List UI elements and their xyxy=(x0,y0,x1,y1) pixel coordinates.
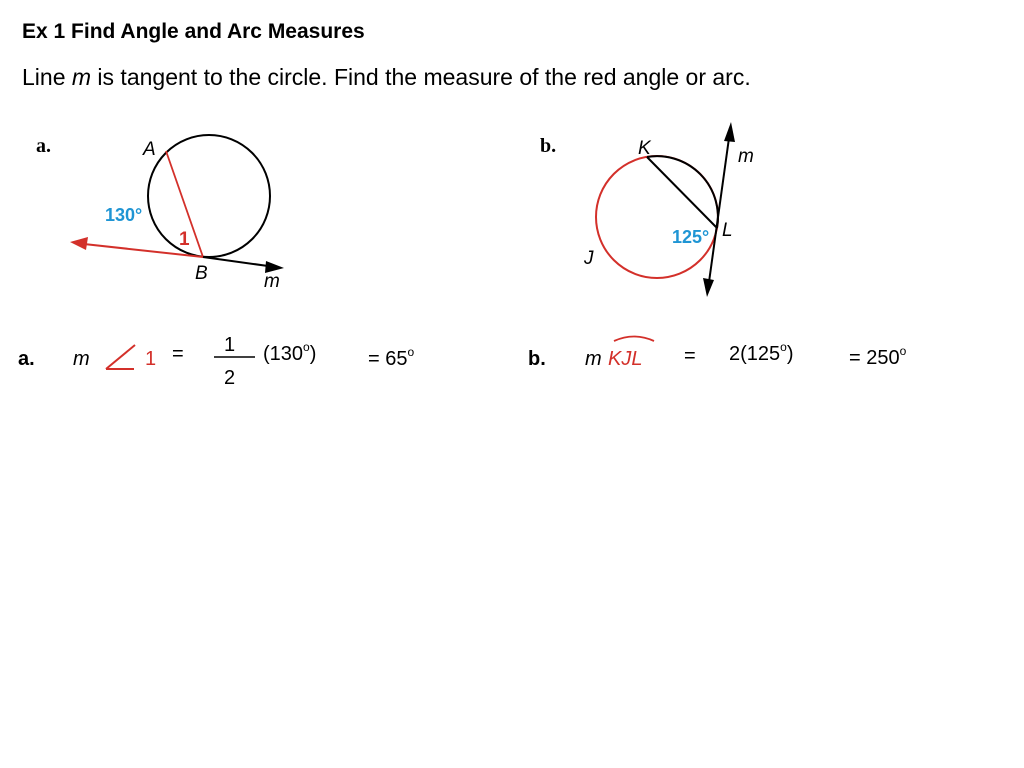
instruction-post: is tangent to the circle. Find the measure of the red angle or arc. xyxy=(91,64,751,90)
figure-b-label: b. xyxy=(540,135,557,157)
figure-a xyxy=(36,135,284,292)
degree-mark: o xyxy=(899,344,907,358)
degree-mark: o xyxy=(303,340,310,354)
figure-b-chord-kl xyxy=(647,157,717,228)
solution-a-m: m xyxy=(73,348,90,370)
figure-b-line-m: m xyxy=(738,146,754,167)
instruction-pre: Line xyxy=(22,64,72,90)
solution-b-expression: 2(125$^o$) xyxy=(729,340,794,365)
fraction-denominator: 2 xyxy=(224,367,236,389)
solution-a-measure: (130$^o$) xyxy=(263,340,317,365)
figure-b-tangent-m xyxy=(709,138,729,282)
angle-symbol-icon xyxy=(106,345,135,369)
solution-a-equals: = xyxy=(172,343,184,365)
arc-symbol-icon xyxy=(614,337,654,342)
figure-a-angle-label: 1 xyxy=(179,229,190,250)
fraction-numerator: 1 xyxy=(224,334,236,356)
solution-a-angle-number: 1 xyxy=(145,348,157,370)
figure-b-angle-measure: 125° xyxy=(672,227,710,247)
solution-b-label: b. xyxy=(528,348,546,370)
figure-a-point-b: B xyxy=(195,263,208,284)
figure-b xyxy=(540,122,754,297)
figure-a-tangent-right xyxy=(203,257,268,266)
figure-a-label: a. xyxy=(36,135,51,157)
solution-a-result: = $65^o$ xyxy=(368,345,415,370)
degree-mark: o xyxy=(407,345,415,359)
solution-b-equals: = xyxy=(684,345,696,367)
instruction-var: m xyxy=(71,64,92,90)
solution-b-m: m xyxy=(585,348,602,370)
figure-a-arrow-left-icon xyxy=(70,237,88,250)
figure-b-point-j: J xyxy=(584,248,594,269)
solution-a-label: a. xyxy=(18,348,35,370)
solution-b-arc-name: KJL xyxy=(608,348,643,370)
figure-b-point-k: K xyxy=(638,138,651,159)
figure-a-point-a: A xyxy=(143,139,156,160)
solution-b-result: = $250^o$ xyxy=(849,344,907,369)
degree-mark: o xyxy=(780,340,787,354)
slide-title: Ex 1 Find Angle and Arc Measures xyxy=(22,20,365,43)
figure-b-arrow-up-icon xyxy=(724,122,735,142)
figure-a-line-m: m xyxy=(264,271,280,292)
figure-b-arrow-down-icon xyxy=(703,278,714,297)
figure-a-arc-measure: 130° xyxy=(105,205,143,225)
figure-b-point-l: L xyxy=(722,220,733,241)
